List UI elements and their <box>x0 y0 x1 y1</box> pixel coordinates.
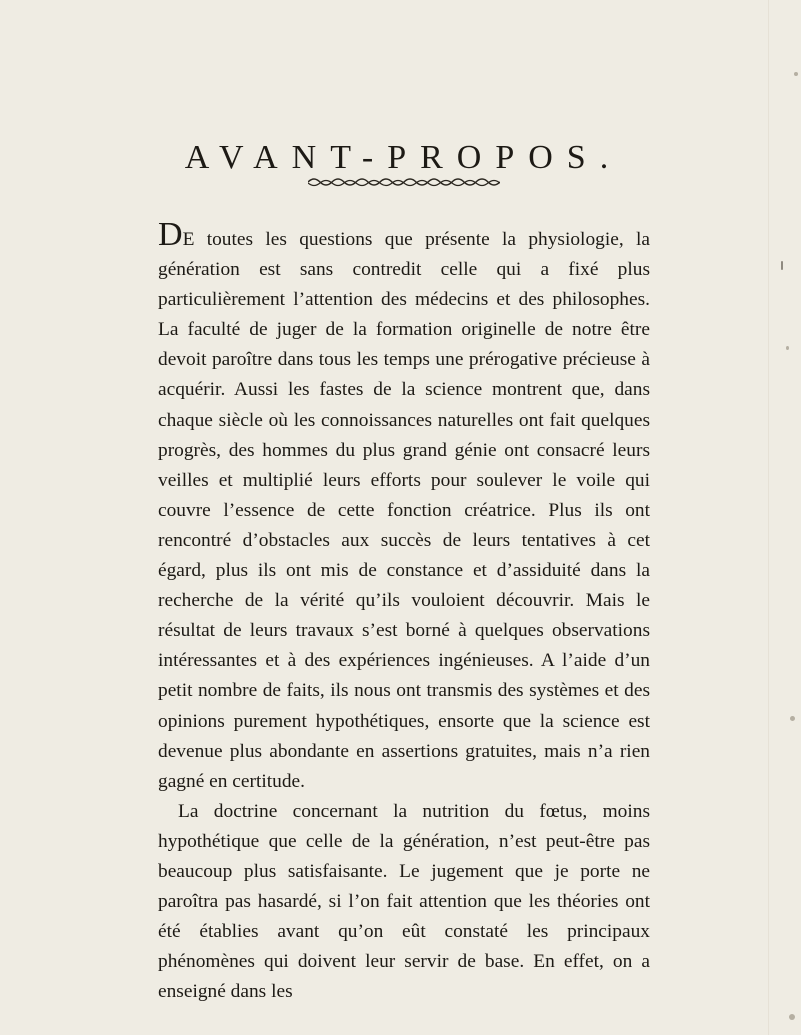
paragraph-one <box>158 218 650 797</box>
paper-stain <box>786 346 789 350</box>
paper-stain <box>790 716 795 721</box>
wavy-rule-ornament-icon <box>308 176 500 188</box>
paragraph-one-text: E toutes les questions que présente la physiologie, la génération est sans contredit celle qui a fixé plus particulièrement l’attention des médecins et des philosophes. La faculté de juger de la formation originelle de notre être devoit paroître dans tous les temps une prérogative précieuse à acquérir. Aussi les fastes de la science montrent que, dans chaque siècle où les connoissances naturelles ont fait quelques progrès, des hommes du plus grand génie ont consacré leurs veilles et multiplié leurs efforts pour soulever le voile qui couvre l’essence de cette fonction créatrice. Plus ils ont rencontré d’obstacles aux succès de leurs tentatives à cet égard, plus ils ont mis de constance et d’assiduité dans la recherche de la vérité qu’ils vouloient découvrir. Mais le résultat de leurs travaux s’est borné à quelques observations intéressantes et à des expériences ingénieuses. A l’aide d’un petit nombre de faits, ils nous ont transmis des systèmes et des opinions purement hypothétiques, ensorte que la science est devenue plus abondante en assertions gratuites, mais n’a rien gagné en certitude. <box>158 229 650 792</box>
paper-line <box>768 0 769 1035</box>
paper-stain <box>789 1014 795 1020</box>
drop-cap: D <box>158 216 183 253</box>
paper-stain <box>794 72 798 76</box>
paper-stain <box>781 261 783 270</box>
paragraph-two: La doctrine concernant la nutrition du fœtus, moins hypothétique que celle de la génération, n’est peut-être pas beaucoup plus satisfaisante. Le jugement que je porte ne paroîtra pas hasardé, si l’on fait attention que les théories ont été établies avant qu’on eût constaté les principaux phénomènes qui doivent leur servir de base. En effet, on a enseigné dans les <box>158 800 650 1003</box>
page-title: AVANT-PROPOS. <box>184 138 623 176</box>
body-text <box>158 218 650 1007</box>
